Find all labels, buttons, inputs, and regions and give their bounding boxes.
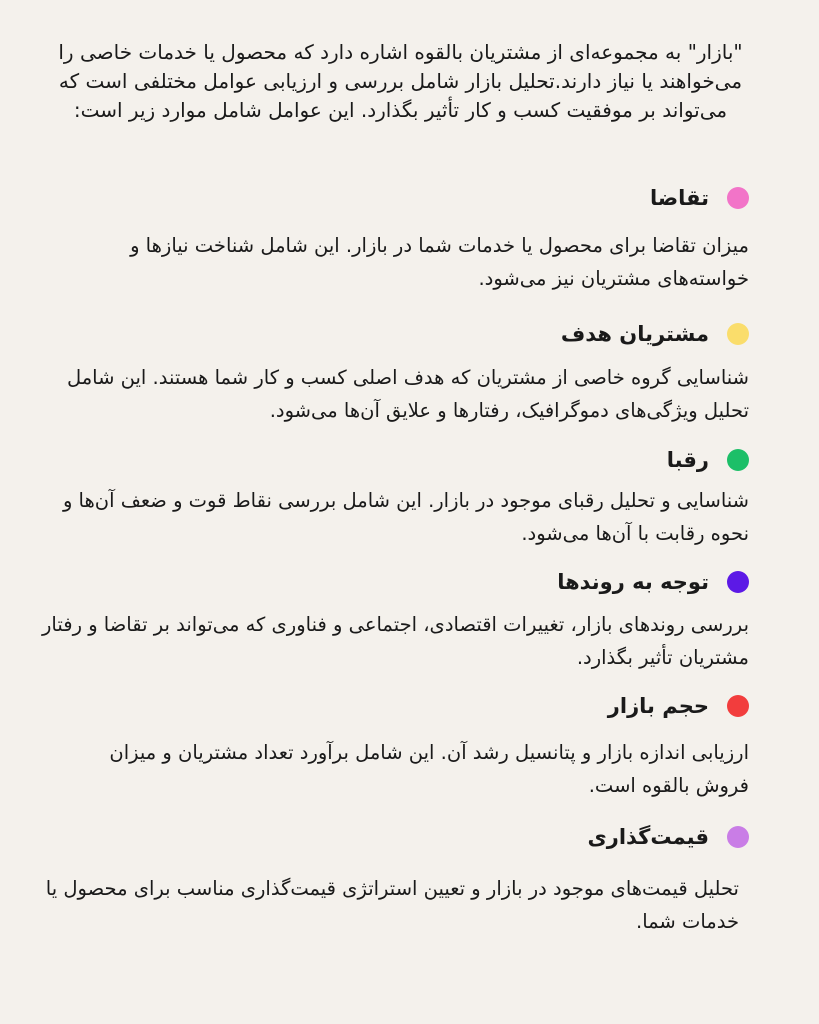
section-title: حجم بازار: [607, 694, 709, 718]
red-bullet-icon: [727, 695, 749, 717]
section-title: توجه به روندها: [557, 570, 709, 594]
yellow-bullet-icon: [727, 323, 749, 345]
green-bullet-icon: [727, 449, 749, 471]
section-heading-target-customers: [561, 317, 749, 351]
section-text-trends: بررسی روندهای بازار، تغییرات اقتصادی، اجتماعی و فناوری که می‌تواند بر تقاضا و رفتار مشتریان تأثیر بگذارد.: [42, 613, 749, 669]
section-heading-pricing: [587, 820, 749, 854]
section-title: تقاضا: [649, 186, 709, 210]
lavender-bullet-icon: [727, 826, 749, 848]
section-text-market-size: ارزیابی اندازه بازار و پتانسیل رشد آن. این شامل برآورد تعداد مشتریان و میزان فروش بالقوه است.: [109, 741, 749, 797]
section-heading-demand: [650, 181, 749, 215]
section-heading-competitors: [667, 443, 749, 477]
purple-bullet-icon: [727, 571, 749, 593]
section-title: قیمت‌گذاری: [587, 825, 709, 849]
section-heading-trends: [557, 565, 749, 599]
section-title: مشتریان هدف: [560, 322, 709, 346]
pink-bullet-icon: [727, 187, 749, 209]
section-text-competitors: شناسایی و تحلیل رقبای موجود در بازار. این شامل بررسی نقاط قوت و ضعف آن‌ها و نحوه رقابت با آن‌ها می‌شود.: [62, 489, 749, 545]
section-text-demand: میزان تقاضا برای محصول یا خدمات شما در بازار. این شامل شناخت نیازها و خواسته‌های مشتریان نیز می‌شود.: [130, 234, 749, 290]
section-title: رقبا: [666, 448, 709, 472]
intro-paragraph: "بازار" به مجموعه‌ای از مشتریان بالقوه اشاره دارد که محصول یا خدمات خاصی را می‌خواهند یا نیاز دارند.تحلیل بازار شامل بررسی و ارزیابی عوامل مختلفی است که می‌تواند بر موفقیت کسب و کار تأثیر بگذارد. این عوامل شامل موارد زیر است:: [58, 40, 743, 122]
section-text-pricing: تحلیل قیمت‌های موجود در بازار و تعیین استراتژی قیمت‌گذاری مناسب برای محصول یا خدمات شما.: [45, 877, 739, 933]
section-text-target-customers: شناسایی گروه خاصی از مشتریان که هدف اصلی کسب و کار شما هستند. این شامل تحلیل ویژگی‌های دموگرافیک، رفتارها و علایق آن‌ها می‌شود.: [66, 366, 749, 422]
section-heading-market-size: [608, 689, 749, 723]
